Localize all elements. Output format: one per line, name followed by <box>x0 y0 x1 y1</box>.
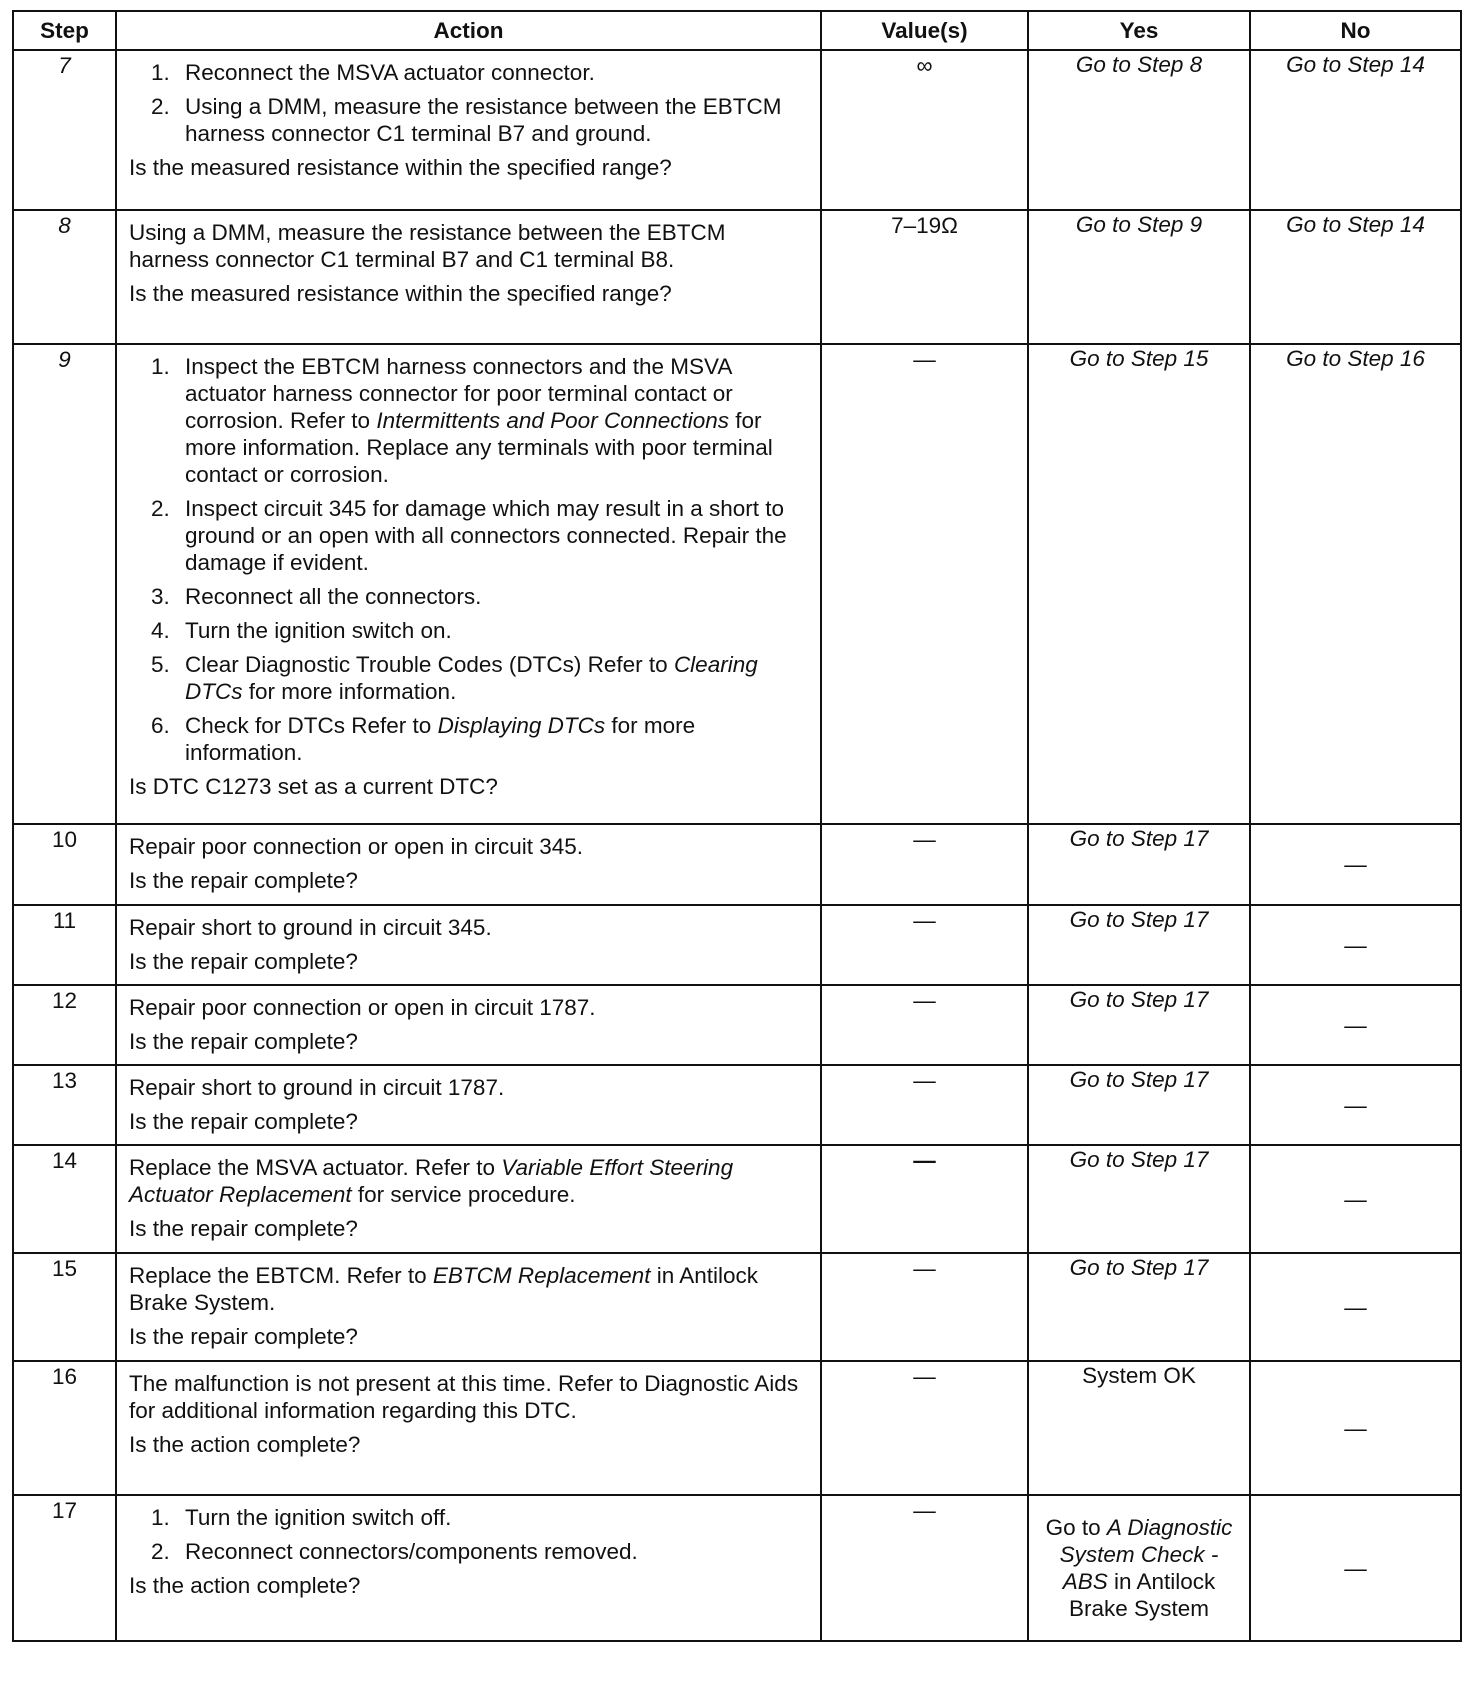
no-cell: — <box>1250 985 1461 1065</box>
value-cell: — <box>821 905 1028 985</box>
action-step: 1. Reconnect the MSVA actuator connector. <box>151 60 595 85</box>
action-step: 1. Inspect the EBTCM harness connectors and the MSVA actuator harness connector for poor terminal contact or corrosion. Refer to Intermittents and Poor Connections for more information. Replace any terminals with poor terminal contact or corrosion. <box>151 354 773 487</box>
action-question: Is the repair complete? <box>129 1324 358 1349</box>
action-cell <box>116 1253 821 1361</box>
value-cell: ∞ <box>821 50 1028 210</box>
action-step: 2. Inspect circuit 345 for damage which may result in a short to ground or an open with all connectors connected. Repair the damage if evident. <box>151 496 787 575</box>
action-step: 2. Reconnect connectors/components removed. <box>151 1539 638 1564</box>
step-number: 11 <box>13 905 116 985</box>
step-number: 7 <box>13 50 116 210</box>
step-number: 8 <box>13 210 116 344</box>
action-text: Replace the MSVA actuator. Refer to Variable Effort Steering Actuator Replacement for service procedure. <box>129 1155 734 1207</box>
step-number: 15 <box>13 1253 116 1361</box>
no-cell: Go to Step 14 <box>1250 210 1461 344</box>
action-question: Is the measured resistance within the specified range? <box>129 155 672 180</box>
value-cell: — <box>821 1361 1028 1495</box>
table-row <box>13 905 1461 985</box>
step-number: 17 <box>13 1495 116 1641</box>
value-cell: — <box>821 985 1028 1065</box>
action-text: Repair short to ground in circuit 345. <box>129 915 492 940</box>
action-step: 1. Turn the ignition switch off. <box>151 1505 452 1530</box>
header-no: No <box>1250 11 1461 50</box>
table-row <box>13 1361 1461 1495</box>
action-cell <box>116 985 821 1065</box>
diagnostic-table-page <box>12 10 1460 1642</box>
reference-link: A Diagnostic System Check - ABS <box>1059 1515 1233 1594</box>
action-cell <box>116 344 821 824</box>
reference-link: Variable Effort Steering Actuator Replacement <box>129 1155 734 1207</box>
reference-link: EBTCM Replacement <box>432 1263 651 1288</box>
action-cell <box>116 1065 821 1145</box>
table-row <box>13 210 1461 344</box>
header-action: Action <box>116 11 821 50</box>
action-text: Repair poor connection or open in circuit 345. <box>129 834 584 859</box>
action-text: Repair poor connection or open in circuit 1787. <box>129 995 596 1020</box>
no-cell: — <box>1250 1253 1461 1361</box>
action-text: The malfunction is not present at this time. Refer to Diagnostic Aids for additional information regarding this DTC. <box>129 1371 799 1423</box>
action-question: Is the repair complete? <box>129 1029 358 1054</box>
value-cell: — <box>821 1495 1028 1641</box>
yes-cell: System OK <box>1028 1361 1250 1495</box>
yes-cell: Go to Step 17 <box>1028 1253 1250 1361</box>
table-row <box>13 344 1461 824</box>
action-question: Is the measured resistance within the specified range? <box>129 281 672 306</box>
table-row <box>13 1065 1461 1145</box>
header-step: Step <box>13 11 116 50</box>
no-cell: — <box>1250 1495 1461 1641</box>
action-question: Is the repair complete? <box>129 1216 358 1241</box>
action-text: Replace the EBTCM. Refer to EBTCM Replacement in Antilock Brake System. <box>129 1263 759 1315</box>
step-number: 9 <box>13 344 116 824</box>
step-number: 16 <box>13 1361 116 1495</box>
no-cell: — <box>1250 1065 1461 1145</box>
header-value: Value(s) <box>821 11 1028 50</box>
yes-cell: Go to Step 17 <box>1028 824 1250 905</box>
yes-cell: Go to A Diagnostic System Check - ABS in Antilock Brake System <box>1028 1495 1250 1641</box>
value-cell: — <box>821 1145 1028 1253</box>
action-step: 2. Using a DMM, measure the resistance between the EBTCM harness connector C1 terminal B7 and ground. <box>151 94 782 146</box>
value-cell: — <box>821 824 1028 905</box>
action-cell <box>116 824 821 905</box>
value-cell: 7–19Ω <box>821 210 1028 344</box>
diagnostic-table <box>12 10 1462 1642</box>
reference-link: Intermittents and Poor Connections <box>376 408 730 433</box>
no-cell: Go to Step 14 <box>1250 50 1461 210</box>
yes-cell: Go to Step 9 <box>1028 210 1250 344</box>
step-number: 12 <box>13 985 116 1065</box>
step-number: 13 <box>13 1065 116 1145</box>
value-cell: — <box>821 1253 1028 1361</box>
header-yes: Yes <box>1028 11 1250 50</box>
action-step: 3. Reconnect all the connectors. <box>151 584 482 609</box>
value-cell: — <box>821 1065 1028 1145</box>
no-cell: — <box>1250 1145 1461 1253</box>
table-row <box>13 1253 1461 1361</box>
action-question: Is the action complete? <box>129 1432 361 1457</box>
action-cell <box>116 50 821 210</box>
reference-link: Displaying DTCs <box>437 713 606 738</box>
action-question: Is the action complete? <box>129 1573 361 1598</box>
table-row <box>13 824 1461 905</box>
action-question: Is the repair complete? <box>129 1109 358 1134</box>
yes-cell: Go to Step 15 <box>1028 344 1250 824</box>
table-row <box>13 1145 1461 1253</box>
action-cell <box>116 1361 821 1495</box>
no-cell: — <box>1250 1361 1461 1495</box>
table-row <box>13 985 1461 1065</box>
action-cell <box>116 1145 821 1253</box>
action-step: 5. Clear Diagnostic Trouble Codes (DTCs) Refer to Clearing DTCs for more information. <box>151 652 758 704</box>
value-cell: — <box>821 344 1028 824</box>
action-question: Is DTC C1273 set as a current DTC? <box>129 774 498 799</box>
action-question: Is the repair complete? <box>129 949 358 974</box>
header-row <box>13 11 1461 50</box>
yes-cell: Go to Step 8 <box>1028 50 1250 210</box>
table-row <box>13 50 1461 210</box>
action-cell <box>116 210 821 344</box>
yes-cell: Go to Step 17 <box>1028 1145 1250 1253</box>
step-number: 14 <box>13 1145 116 1253</box>
action-text: Using a DMM, measure the resistance between the EBTCM harness connector C1 terminal B7 and C1 terminal B8. <box>129 220 726 272</box>
step-number: 10 <box>13 824 116 905</box>
no-cell: — <box>1250 824 1461 905</box>
no-cell: Go to Step 16 <box>1250 344 1461 824</box>
action-cell <box>116 905 821 985</box>
action-question: Is the repair complete? <box>129 868 358 893</box>
reference-link: Clearing DTCs <box>185 652 758 704</box>
yes-cell: Go to Step 17 <box>1028 905 1250 985</box>
action-text: Repair short to ground in circuit 1787. <box>129 1075 505 1100</box>
action-cell <box>116 1495 821 1641</box>
action-step: 6. Check for DTCs Refer to Displaying DTCs for more information. <box>151 713 696 765</box>
yes-cell: Go to Step 17 <box>1028 985 1250 1065</box>
table-row <box>13 1495 1461 1641</box>
yes-cell: Go to Step 17 <box>1028 1065 1250 1145</box>
action-step: 4. Turn the ignition switch on. <box>151 618 452 643</box>
no-cell: — <box>1250 905 1461 985</box>
